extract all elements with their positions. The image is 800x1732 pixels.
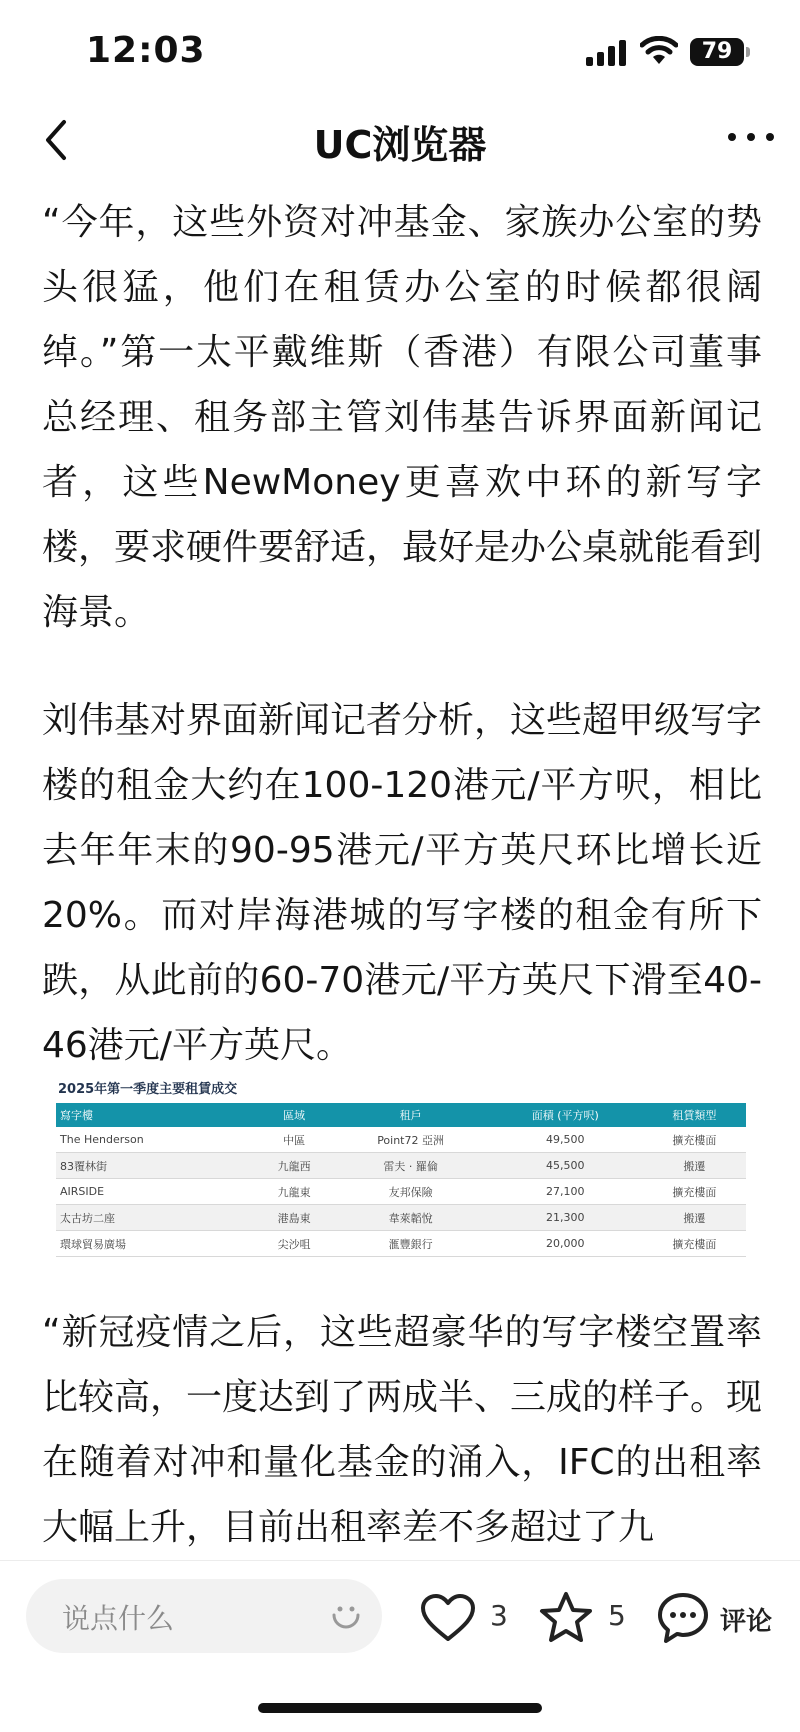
signal-icon bbox=[586, 40, 628, 66]
article-body bbox=[42, 190, 762, 1078]
table-cell: 搬遷 bbox=[643, 1153, 746, 1179]
article-body-continued bbox=[42, 1300, 762, 1560]
table-cell: 中區 bbox=[255, 1127, 334, 1153]
battery-cap bbox=[746, 47, 750, 57]
table-cell: 搬遷 bbox=[643, 1205, 746, 1231]
table-cell: 擴充樓面 bbox=[643, 1127, 746, 1153]
table-cell: 太古坊二座 bbox=[56, 1205, 255, 1231]
nav-bar bbox=[0, 100, 800, 180]
bottom-action-bar bbox=[0, 1560, 800, 1732]
table-cell: 擴充樓面 bbox=[643, 1179, 746, 1205]
table-header-row bbox=[56, 1103, 746, 1127]
table-cell: 49,500 bbox=[488, 1127, 643, 1153]
lease-table-image bbox=[56, 1078, 746, 1250]
table-cell: The Henderson bbox=[56, 1127, 255, 1153]
table-row bbox=[56, 1153, 746, 1179]
star-count: 5 bbox=[608, 1599, 626, 1632]
table-cell: 21,300 bbox=[488, 1205, 643, 1231]
table-header-cell: 區域 bbox=[255, 1103, 334, 1127]
table-row bbox=[56, 1205, 746, 1231]
home-indicator[interactable] bbox=[258, 1703, 542, 1713]
star-icon[interactable] bbox=[538, 1591, 594, 1645]
comment-button-label[interactable]: 评论 bbox=[720, 1607, 773, 1637]
article-paragraph: 刘伟基对界面新闻记者分析，这些超甲级写字楼的租金大约在100-120港元/平方呎，相比去年年末的90-95港元/平方英尺环比增长近20%。而对岸海港城的写字楼的租金有所下跌，从此前的60-70港元/平方英尺下滑至40-46港元/平方英尺。 bbox=[42, 700, 763, 1066]
table-cell: 九龍東 bbox=[255, 1179, 334, 1205]
table-cell: 滙豐銀行 bbox=[333, 1231, 487, 1257]
table-cell: 雷夫 · 羅倫 bbox=[333, 1153, 487, 1179]
status-bar bbox=[0, 0, 800, 100]
table-cell: 20,000 bbox=[488, 1231, 643, 1257]
table-row bbox=[56, 1127, 746, 1153]
comment-placeholder: 说点什么 bbox=[62, 1602, 175, 1635]
heart-icon[interactable] bbox=[420, 1593, 476, 1643]
table-cell: 45,500 bbox=[488, 1153, 643, 1179]
table-header-cell: 寫字樓 bbox=[56, 1103, 255, 1127]
table-row bbox=[56, 1179, 746, 1205]
table-cell: 83覆林街 bbox=[56, 1153, 255, 1179]
table-header-cell: 租戶 bbox=[333, 1103, 487, 1127]
table-cell: 韋萊韜悅 bbox=[333, 1205, 487, 1231]
article-paragraph: “新冠疫情之后，这些超豪华的写字楼空置率比较高，一度达到了两成半、三成的样子。现在随着对冲和量化基金的涌入，IFC的出租率大幅上升，目前出租率差不多超过了九 bbox=[42, 1312, 763, 1548]
table-cell: 尖沙咀 bbox=[255, 1231, 334, 1257]
article-paragraph: “今年，这些外资对冲基金、家族办公室的势头很猛，他们在租赁办公室的时候都很阔绰。”第一太平戴维斯（香港）有限公司董事总经理、租务部主管刘伟基告诉界面新闻记者，这些NewMoney更喜欢中环的新写字楼，要求硬件要舒适，最好是办公桌就能看到海景。 bbox=[42, 202, 763, 633]
status-time: 12:03 bbox=[86, 30, 206, 71]
table-cell: 27,100 bbox=[488, 1179, 643, 1205]
table-cell: AIRSIDE bbox=[56, 1179, 255, 1205]
emoji-icon[interactable] bbox=[328, 1597, 364, 1633]
page-title: UC浏览器 bbox=[313, 123, 487, 167]
more-dots-icon[interactable] bbox=[726, 122, 776, 152]
table-title: 2025年第一季度主要租賃成交 bbox=[58, 1082, 238, 1097]
wifi-icon bbox=[640, 36, 678, 66]
table-row bbox=[56, 1231, 746, 1257]
table-cell: 擴充樓面 bbox=[643, 1231, 746, 1257]
table-cell: Point72 亞洲 bbox=[333, 1127, 487, 1153]
comment-bubble-icon[interactable] bbox=[656, 1591, 710, 1645]
table-cell: 九龍西 bbox=[255, 1153, 334, 1179]
table-cell: 友邦保險 bbox=[333, 1179, 487, 1205]
lease-table bbox=[56, 1103, 746, 1257]
like-count: 3 bbox=[490, 1599, 508, 1632]
table-cell: 港島東 bbox=[255, 1205, 334, 1231]
table-cell: 環球貿易廣場 bbox=[56, 1231, 255, 1257]
battery-icon: 79 bbox=[690, 38, 744, 66]
table-header-cell: 租賃類型 bbox=[643, 1103, 746, 1127]
comment-input[interactable] bbox=[26, 1579, 382, 1653]
table-header-cell: 面積 (平方呎) bbox=[488, 1103, 643, 1127]
